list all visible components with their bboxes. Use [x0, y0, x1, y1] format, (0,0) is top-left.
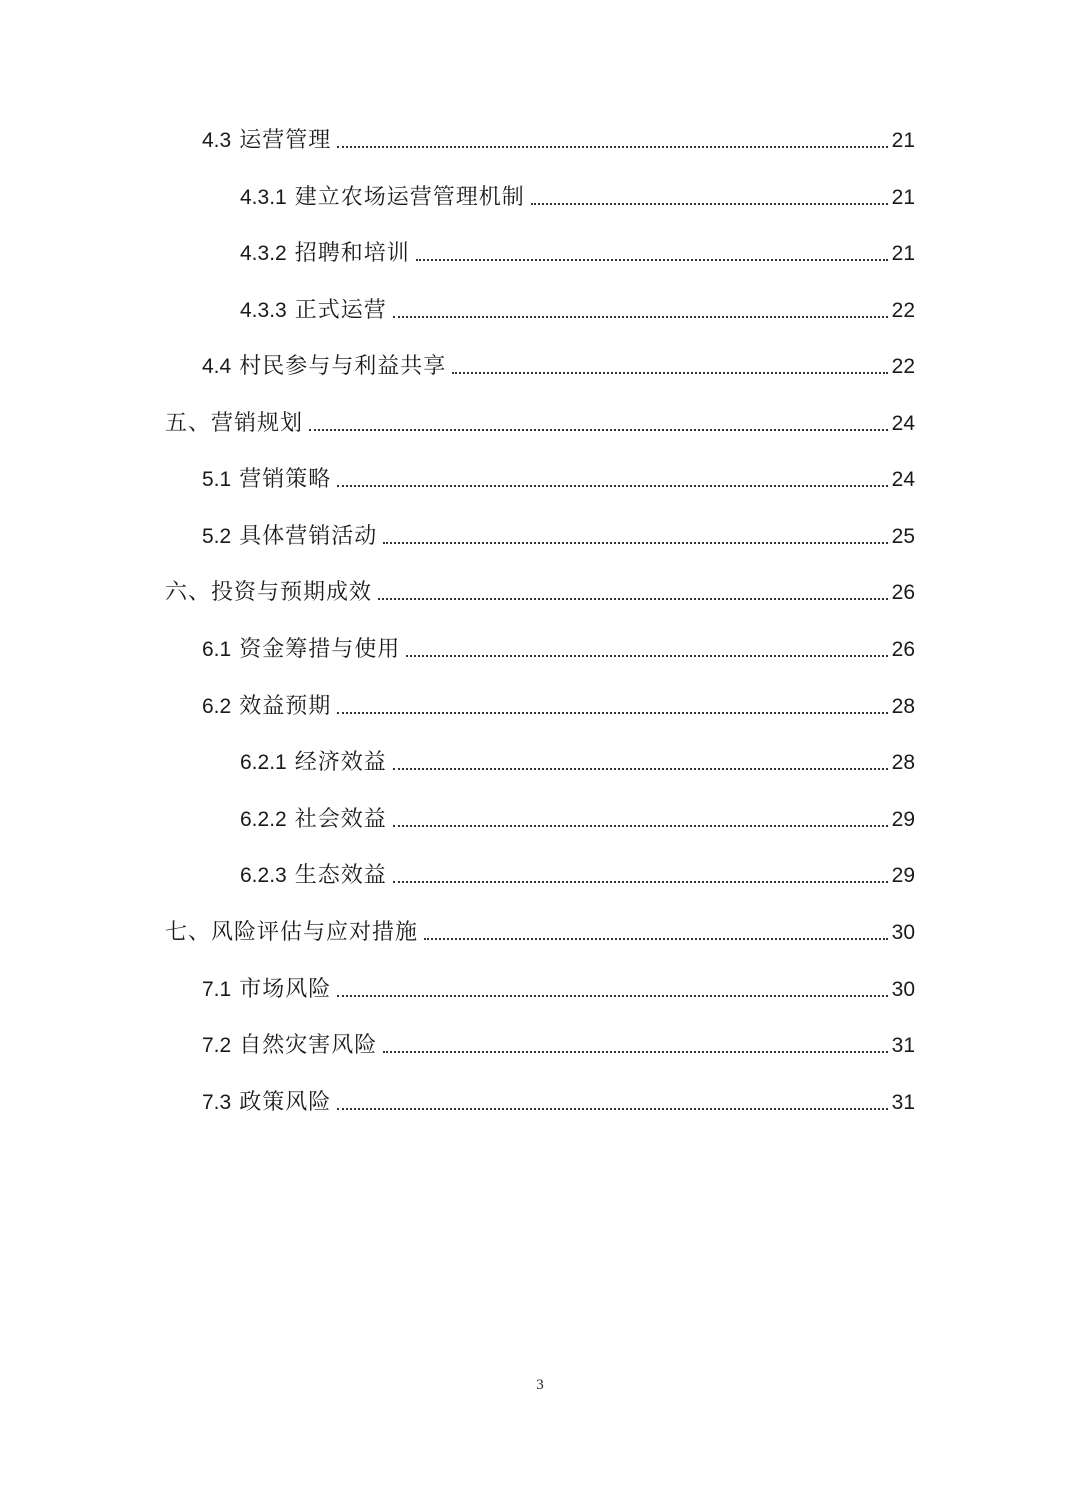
toc-dot-leader	[337, 712, 887, 714]
toc-entry-page: 21	[891, 242, 915, 265]
toc-entry[interactable]	[202, 115, 915, 155]
toc-entry-title: 六、投资与预期成效	[165, 580, 373, 605]
toc-dot-leader	[424, 938, 888, 940]
toc-entry-page: 28	[891, 751, 915, 774]
toc-entry-number: 4.4	[202, 355, 232, 378]
toc-entry-number: 6.2.3	[240, 864, 287, 887]
toc-entry-page: 25	[891, 525, 915, 548]
toc-entry-number: 6.1	[202, 638, 232, 661]
toc-dot-leader	[378, 598, 888, 600]
toc-dot-leader	[383, 1051, 887, 1053]
toc-entry-title: 市场风险	[239, 977, 332, 1002]
toc-entry-page: 22	[891, 355, 915, 378]
toc-entry-number: 7.1	[202, 978, 232, 1001]
toc-entry[interactable]	[202, 964, 915, 1004]
toc-dot-leader	[393, 825, 888, 827]
toc-entry-page: 24	[891, 412, 915, 435]
toc-entry-page: 21	[891, 129, 915, 152]
toc-entry[interactable]	[240, 794, 915, 834]
toc-entry-page: 26	[891, 581, 915, 604]
page-number: 3	[536, 1377, 544, 1393]
toc-dot-leader	[393, 881, 888, 883]
toc-entry[interactable]	[240, 850, 915, 890]
toc-entry-number: 4.3.2	[240, 242, 287, 265]
toc-entry-title: 生态效益	[294, 863, 387, 888]
toc-entry[interactable]	[165, 398, 915, 438]
toc-dot-leader	[337, 995, 887, 997]
toc-entry-page: 26	[891, 638, 915, 661]
toc-entry[interactable]	[202, 511, 915, 551]
toc-entry-title: 运营管理	[239, 128, 332, 153]
toc-dot-leader	[531, 203, 888, 205]
toc-entry[interactable]	[202, 681, 915, 721]
toc-dot-leader	[393, 768, 888, 770]
toc-entry[interactable]	[202, 1020, 915, 1060]
toc-dot-leader	[416, 259, 888, 261]
toc-entry-page: 29	[891, 808, 915, 831]
toc-dot-leader	[309, 429, 888, 431]
toc-entry-number: 4.3	[202, 129, 232, 152]
toc-entry-number: 7.2	[202, 1034, 232, 1057]
toc-entry-title: 资金筹措与使用	[239, 637, 401, 662]
toc-entry-page: 21	[891, 186, 915, 209]
toc-entry[interactable]	[240, 172, 915, 212]
toc-entry-title: 五、营销规划	[165, 411, 304, 436]
toc-entry-page: 30	[891, 978, 915, 1001]
toc-entry-page: 24	[891, 468, 915, 491]
toc-entry[interactable]	[202, 454, 915, 494]
toc-entry[interactable]	[165, 567, 915, 607]
toc-entry-number: 7.3	[202, 1091, 232, 1114]
toc-dot-leader	[337, 485, 887, 487]
toc-entry-page: 30	[891, 921, 915, 944]
toc-entry-title: 经济效益	[294, 750, 387, 775]
toc-entry[interactable]	[202, 624, 915, 664]
toc-entry[interactable]	[202, 341, 915, 381]
toc-entry-title: 自然灾害风险	[239, 1033, 378, 1058]
toc-entry[interactable]	[240, 228, 915, 268]
toc-entry-number: 6.2.1	[240, 751, 287, 774]
toc-entry-title: 效益预期	[239, 694, 332, 719]
toc-entry-title: 村民参与与利益共享	[239, 354, 447, 379]
toc-entry-page: 29	[891, 864, 915, 887]
toc-dot-leader	[452, 372, 887, 374]
toc-entry[interactable]	[202, 1077, 915, 1117]
toc-entry[interactable]	[165, 907, 915, 947]
toc-entry-page: 22	[891, 299, 915, 322]
toc-entry-title: 社会效益	[294, 807, 387, 832]
toc-entry-title: 政策风险	[239, 1090, 332, 1115]
toc-entry-number: 5.1	[202, 468, 232, 491]
toc-entry-number: 4.3.3	[240, 299, 287, 322]
toc-dot-leader	[393, 316, 888, 318]
toc-entry-title: 具体营销活动	[239, 524, 378, 549]
toc-entry-number: 6.2.2	[240, 808, 287, 831]
toc-dot-leader	[406, 655, 887, 657]
toc-entry-number: 4.3.1	[240, 186, 287, 209]
toc-entry[interactable]	[240, 285, 915, 325]
toc-entry-page: 31	[891, 1034, 915, 1057]
toc-entry-title: 建立农场运营管理机制	[294, 185, 525, 210]
toc-entry-title: 正式运营	[294, 298, 387, 323]
toc-entry-title: 招聘和培训	[294, 241, 410, 266]
toc-entry-title: 营销策略	[239, 467, 332, 492]
toc-entry-title: 七、风险评估与应对措施	[165, 920, 419, 945]
toc-entry-page: 28	[891, 695, 915, 718]
toc-entry[interactable]	[240, 737, 915, 777]
toc-dot-leader	[337, 1108, 887, 1110]
toc-entry-number: 6.2	[202, 695, 232, 718]
toc-entry-number: 5.2	[202, 525, 232, 548]
toc-dot-leader	[383, 542, 887, 544]
toc-dot-leader	[337, 146, 887, 148]
toc-entry-page: 31	[891, 1091, 915, 1114]
